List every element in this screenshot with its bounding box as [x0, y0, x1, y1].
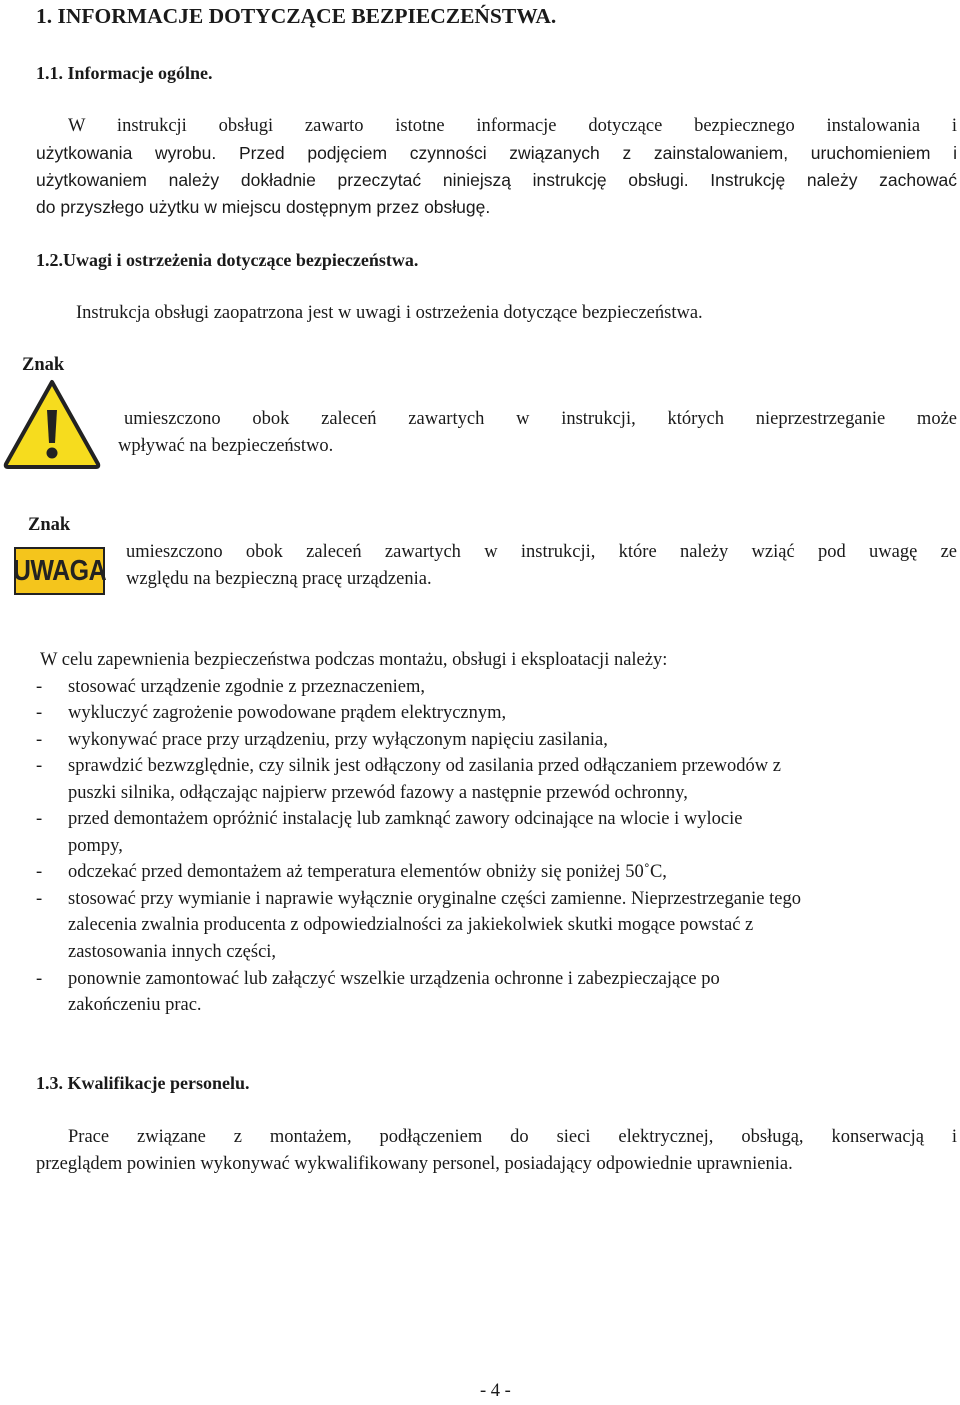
safety-list-item: stosować urządzenie zgodnie z przeznaczeniem, [68, 677, 425, 697]
sign-label: Znak [22, 355, 65, 375]
list-dash: - [36, 889, 43, 909]
list-dash: - [36, 756, 43, 776]
safety-list-item: wykluczyć zagrożenie powodowane prądem elektrycznym, [68, 703, 507, 723]
general-paragraph-line: do przyszłego użytku w miejscu dostępnym przez obsługę. [36, 197, 491, 217]
list-dash: - [36, 677, 43, 697]
safety-list-item: pompy, [68, 836, 123, 856]
subsection-title-qualifications: 1.3. Kwalifikacje personelu. [36, 1073, 250, 1093]
safety-list-item: przed demontażem opróżnić instalację lub zamknąć zawory odcinające na wlocie i wylocie [68, 809, 743, 829]
subsection-title-warnings: 1.2.Uwagi i ostrzeżenia dotyczące bezpieczeństwa. [36, 250, 419, 270]
safety-list-item: stosować przy wymianie i naprawie wyłącznie oryginalne części zamienne. Nieprzestrzeganie tego [68, 889, 801, 909]
sign1-description-line: wpływać na bezpieczeństwo. [118, 436, 334, 456]
safety-list-item: sprawdzić bezwzględnie, czy silnik jest odłączony od zasilania przed odłączaniem przewodów z [68, 756, 781, 776]
uwaga-sign-icon [14, 547, 105, 595]
list-dash: - [36, 862, 43, 882]
qualifications-line: Prace związane z montażem, podłączeniem do sieci elektrycznej, obsługą, konserwacją i [68, 1127, 957, 1147]
subsection-title-general: 1.1. Informacje ogólne. [36, 63, 213, 83]
safety-list-item: zakończeniu prac. [68, 995, 202, 1015]
warning-triangle-icon [2, 378, 102, 470]
safety-list-item: ponownie zamontować lub załączyć wszelkie urządzenia ochronne i zabezpieczające po [68, 969, 720, 989]
general-paragraph-line: użytkowaniem należy dokładnie przeczytać niniejszą instrukcję obsługi. Instrukcję należy zachować [36, 170, 957, 190]
page-number: - 4 - [480, 1381, 511, 1401]
qualifications-line: przeglądem powinien wykonywać wykwalifikowany personel, posiadający odpowiednie uprawnienia. [36, 1154, 793, 1174]
sign2-description-line: umieszczono obok zaleceń zawartych w instrukcji, które należy wziąć pod uwagę ze [126, 542, 957, 562]
safety-list-item: zalecenia zwalnia producenta z odpowiedzialności za jakiekolwiek skutki mogące powstać z [68, 915, 754, 935]
sign2-description-line: względu na bezpieczną pracę urządzenia. [126, 569, 432, 589]
safety-list-item: puszki silnika, odłączając najpierw przewód fazowy a następnie przewód ochronny, [68, 783, 688, 803]
general-paragraph-line: W instrukcji obsługi zawarto istotne informacje dotyczące bezpiecznego instalowania i [68, 116, 957, 136]
sign-label: Znak [28, 515, 71, 535]
safety-list-item: zastosowania innych części, [68, 942, 277, 962]
list-dash: - [36, 809, 43, 829]
safety-list-item: odczekać przed demontażem aż temperatura elementów obniży się poniżej 50˚C, [68, 862, 667, 882]
safety-list-item: wykonywać prace przy urządzeniu, przy wyłączonym napięciu zasilania, [68, 730, 608, 750]
uwaga-sign-text: UWAGA [12, 554, 107, 587]
list-dash: - [36, 703, 43, 723]
list-dash: - [36, 969, 43, 989]
general-paragraph-line: użytkowania wyrobu. Przed podjęciem czynności związanych z zainstalowaniem, uruchomieniem i [36, 143, 957, 163]
safety-intro: W celu zapewnienia bezpieczeństwa podczas montażu, obsługi i eksploatacji należy: [40, 650, 668, 670]
section-title: 1. INFORMACJE DOTYCZĄCE BEZPIECZEŃSTWA. [36, 4, 557, 28]
warnings-intro: Instrukcja obsługi zaopatrzona jest w uwagi i ostrzeżenia dotyczące bezpieczeństwa. [76, 303, 703, 323]
list-dash: - [36, 730, 43, 750]
sign1-description-line: umieszczono obok zaleceń zawartych w instrukcji, których nieprzestrzeganie może [124, 409, 957, 429]
